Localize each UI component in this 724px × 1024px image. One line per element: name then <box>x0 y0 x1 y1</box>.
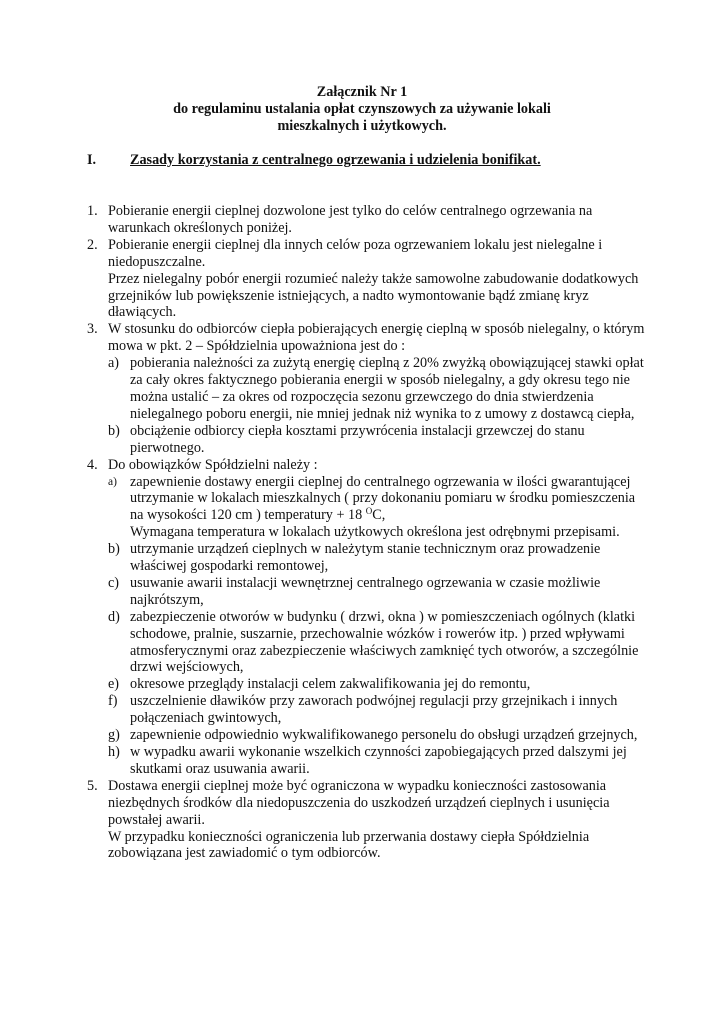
list-item-text-continued: W przypadku konieczności ograniczenia lub przerwania dostawy ciepła Spółdzielnia zobowiązana jest zawiadomić o tym odbiorców. <box>108 828 590 862</box>
sub-item-letter: d) <box>108 608 120 625</box>
sub-item-letter: f) <box>108 693 118 710</box>
section-number: I. <box>87 152 97 168</box>
document-header <box>0 84 724 135</box>
degree-superscript: O <box>365 506 373 517</box>
list-item-1 <box>87 203 647 237</box>
sub-item-4d <box>108 609 647 677</box>
sub-item-letter: a) <box>108 475 117 488</box>
list-item-number: 5. <box>87 777 98 794</box>
section-title: Zasady korzystania z centralnego ogrzewania i udzielenia bonifikat. <box>130 152 541 168</box>
list-item-text: Pobieranie energii cieplnej dozwolone jest tylko do celów centralnego ogrzewania na warunkach określonych poniżej. <box>108 203 593 236</box>
list-item-text: Dostawa energii cieplnej może być ograniczona w wypadku konieczności zastosowania niezbędnych środków dla niedopuszczenia do uszkodzeń urządzeń cieplnych i usunięcia powstałej awarii. <box>108 777 610 828</box>
sub-item-letter: b) <box>108 541 120 558</box>
sub-item-letter: g) <box>108 727 120 744</box>
list-item-text: Do obowiązków Spółdzielni należy : <box>108 456 318 473</box>
sub-item-4a <box>108 474 647 542</box>
list-item-text: W stosunku do odbiorców ciepła pobierających energię cieplną w sposób nielegalny, o którym mowa w pkt. 2 – Spółdzielnia upoważniona jest do : <box>108 321 645 355</box>
sub-item-text: utrzymanie urządzeń cieplnych w należytym stanie technicznym oraz prowadzenie właściwej gospodarki remontowej, <box>130 541 601 575</box>
sub-item-4f <box>108 693 647 727</box>
list-item-5 <box>87 778 647 863</box>
list-item-number: 2. <box>87 236 98 253</box>
list-item-text-continued: Przez nielegalny pobór energii rozumieć należy także samowolne zabudowanie dodatkowych grzejników lub powiększenie istniejących, a nadto wymontowanie bądź zmianę kryz dławiących. <box>108 270 639 321</box>
sub-item-text: zapewnienie odpowiednio wykwalifikowanego personelu do obsługi urządzeń grzejnych, <box>130 727 638 744</box>
document-body <box>87 203 647 862</box>
list-item-number: 4. <box>87 456 98 473</box>
sub-item-4b <box>108 541 647 575</box>
sub-item-text: okresowe przeglądy instalacji celem zakwalifikowania jej do remontu, <box>130 676 531 693</box>
sub-item-letter: b) <box>108 422 120 439</box>
attachment-subtitle-line2: mieszkalnych i użytkowych. <box>277 117 447 134</box>
sub-item-letter: h) <box>108 744 120 760</box>
sub-item-text: uszczelnienie dławików przy zaworach podwójnej regulacji przy grzejnikach i innych połączeniach gwintowych, <box>130 693 618 727</box>
sub-item-4g <box>108 727 647 744</box>
list-item-number: 3. <box>87 321 98 338</box>
sub-item-4c <box>108 575 647 609</box>
sub-item-letter: e) <box>108 676 120 693</box>
sub-item-4h <box>108 744 647 778</box>
sub-item-text <box>130 474 647 525</box>
attachment-subtitle-line1: do regulaminu ustalania opłat czynszowych za używanie lokali <box>173 100 551 117</box>
sub-item-3b <box>108 423 647 457</box>
sub-item-text: usuwanie awarii instalacji wewnętrznej centralnego ogrzewania w czasie możliwie najkrótszym, <box>130 574 601 608</box>
sub-item-text-continued: Wymagana temperatura w lokalach użytkowych określona jest odrębnymi przepisami. <box>130 524 620 541</box>
sub-item-letter: c) <box>108 574 120 591</box>
list-item-text: Pobieranie energii cieplnej dla innych celów poza ogrzewaniem lokalu jest nielegalne i niedopuszczalne. <box>108 236 603 270</box>
sub-item-text: pobierania należności za zużytą energię cieplną z 20% zwyżką obowiązującej stawki opłat za cały okres faktycznego pobierania energii w sposób nielegalny, a gdy okresu tego nie można ustalić – za okres od rozpoczęcia sezonu grzewczego do dnia stwierdzenia nielegalnego poboru energii, nie mniej jednak niż wynika to z umowy z dostawcą ciepła, <box>130 355 644 422</box>
sub-item-3a <box>108 355 647 423</box>
list-item-2 <box>87 237 647 322</box>
sub-item-letter: a) <box>108 355 120 372</box>
section-heading <box>87 152 647 169</box>
temperature-unit: C, <box>372 507 386 524</box>
sub-item-text: zabezpieczenie otworów w budynku ( drzwi, okna ) w pomieszczeniach ogólnych (klatki schodowe, pralnie, suszarnie, przechowalnie wózków i rowerów itp. ) przed wpływami atmosferycznymi oraz zabezpieczenie właściwych zamknięć tych otworów, a szczególnie drzwi wejściowych, <box>130 608 639 676</box>
sub-item-4e <box>108 676 647 693</box>
list-item-number: 1. <box>87 203 98 219</box>
sub-item-text: w wypadku awarii wykonanie wszelkich czynności zapobiegających przed dalszymi jej skutkami oraz usuwania awarii. <box>130 744 627 777</box>
sub-item-text: obciążenie odbiorcy ciepła kosztami przywrócenia instalacji grzewczej do stanu pierwotnego. <box>130 422 585 456</box>
attachment-title: Załącznik Nr 1 <box>316 84 408 100</box>
list-item-3 <box>87 321 647 456</box>
list-item-4 <box>87 457 647 778</box>
temperature-text: zapewnienie dostawy energii cieplnej do centralnego ogrzewania w ilości gwarantującej utrzymanie w lokalach mieszkalnych ( przy dokonaniu pomiaru w środku pomieszczenia na wysokości 120 cm ) temperatury + 18 <box>130 473 636 524</box>
